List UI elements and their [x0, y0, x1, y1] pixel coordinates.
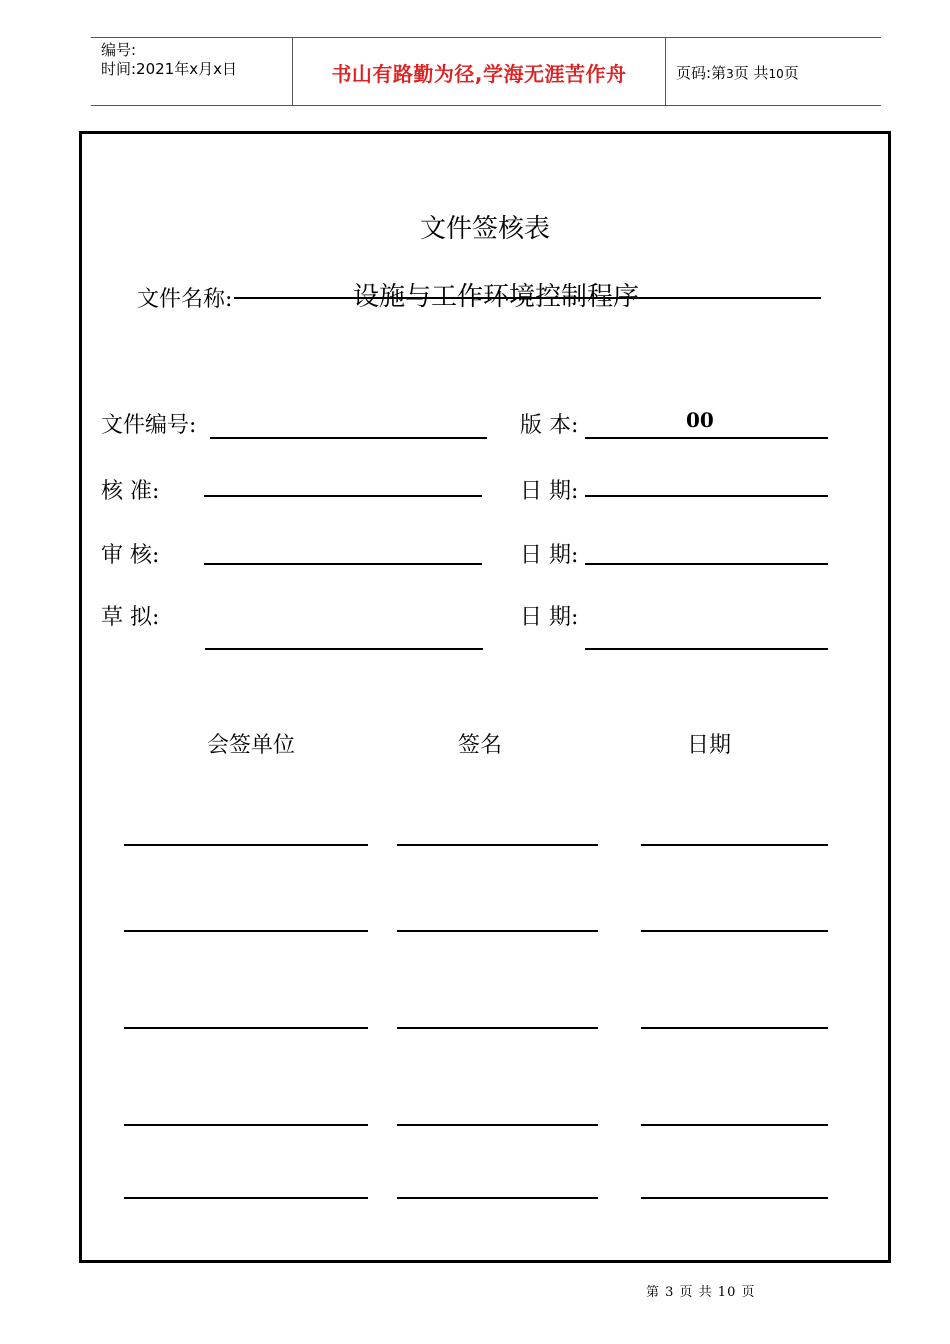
doc-name-label: 文件名称:	[137, 287, 233, 312]
header-divider-2	[665, 38, 666, 105]
countersign-date-1[interactable]	[641, 844, 828, 846]
countersign-date-5[interactable]	[641, 1197, 828, 1199]
countersign-date-3[interactable]	[641, 1027, 828, 1029]
draft-date-label: 日 期:	[520, 605, 579, 630]
header-number-label: 编号:	[101, 41, 137, 59]
countersign-unit-2[interactable]	[124, 930, 368, 932]
review-date-field[interactable]	[585, 563, 828, 565]
page-end: 页	[783, 64, 799, 82]
approve-field[interactable]	[204, 495, 482, 497]
countersign-unit-5[interactable]	[124, 1197, 368, 1199]
countersign-sign-3[interactable]	[397, 1027, 598, 1029]
header-time-label: 时间:2021年x月x日	[101, 60, 237, 78]
draft-field[interactable]	[205, 648, 483, 650]
col-head-unit: 会签单位	[207, 733, 296, 758]
countersign-sign-5[interactable]	[397, 1197, 598, 1199]
header-page-info	[676, 62, 799, 83]
version-value: 00	[686, 408, 714, 432]
page-total: 10	[768, 67, 784, 81]
version-field[interactable]	[585, 437, 828, 439]
approve-date-field[interactable]	[585, 495, 828, 497]
countersign-sign-2[interactable]	[397, 930, 598, 932]
draft-date-field[interactable]	[585, 648, 828, 650]
header-top-rule	[91, 37, 881, 38]
draft-label: 草 拟:	[101, 605, 160, 630]
page-footer: 第 3 页 共 10 页	[646, 1285, 756, 1300]
countersign-sign-1[interactable]	[397, 844, 598, 846]
countersign-unit-1[interactable]	[124, 844, 368, 846]
countersign-date-2[interactable]	[641, 930, 828, 932]
col-head-date: 日期	[687, 733, 732, 758]
countersign-unit-3[interactable]	[124, 1027, 368, 1029]
approve-date-label: 日 期:	[520, 479, 579, 504]
countersign-sign-4[interactable]	[397, 1124, 598, 1126]
header-bottom-rule	[91, 105, 881, 106]
review-label: 审 核:	[101, 543, 160, 568]
doc-name-value: 设施与工作环境控制程序	[353, 282, 640, 312]
header-motto: 书山有路勤为径,学海无涯苦作舟	[331, 62, 627, 86]
countersign-unit-4[interactable]	[124, 1124, 368, 1126]
form-title: 文件签核表	[419, 214, 550, 244]
version-label: 版 本:	[520, 413, 579, 438]
doc-no-field[interactable]	[210, 437, 487, 439]
page-label: 页码:第	[676, 64, 727, 82]
approve-label: 核 准:	[101, 479, 160, 504]
col-head-sign: 签名	[458, 733, 503, 758]
review-date-label: 日 期:	[520, 543, 579, 568]
countersign-date-4[interactable]	[641, 1124, 828, 1126]
review-field[interactable]	[204, 563, 482, 565]
page-current: 3	[726, 67, 734, 81]
page-mid: 页 共	[733, 64, 769, 82]
doc-no-label: 文件编号:	[101, 413, 197, 438]
